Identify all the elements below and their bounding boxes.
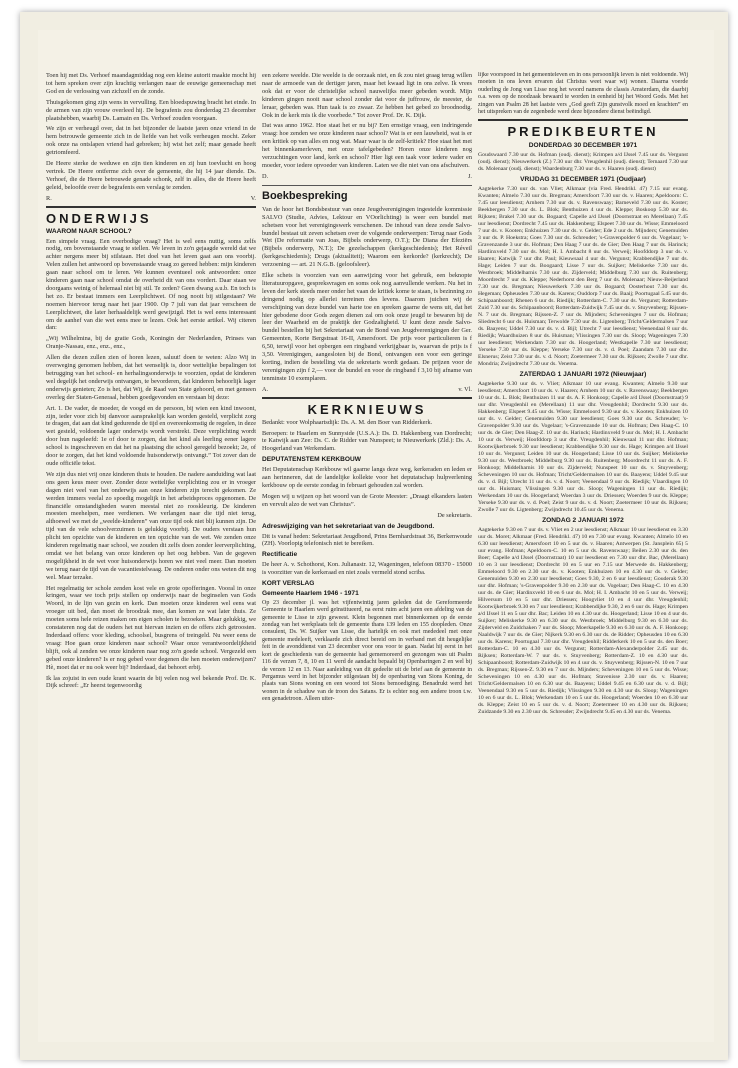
section-heading-boekbespreking: Boekbespreking: [262, 189, 348, 202]
section-divider: [262, 397, 472, 399]
signature-initial: V.: [250, 194, 256, 202]
review-paragraph: Elke schets is voorzien van een aanwijzing voor het gebruik, een beknopte literatuuropgave, gespreksvragen en soms ook nog aanvullende werken. Nu het in leven der kerk steeds meer onder het vaan de kritiek kome te staan, is bezinning zo dringend nodig op allerlei terreinen des levens. Daarom juichen wij de verschijning van deze bundel van harte toe en spreken gaarne de wens uit, dat het hier gebodene door Gods zegen dienen zal om ook onze jeugd te bewaren bij de leer der Waarheid en de praktijk der Godzaligheid. U kunt deze zesde Salvo-bundel bestellen bij het Sekretariaat van de Bond van Jeugdverenigingen der Ger. Gemeenten, Korte Bergstraat 16-II, Amersfoort. De prijs voor particulieren is f 6,50, terwijl voor het opbergen een ringband verkrijgbaar is, waarvan de prijs is f 3,50. Verenigingen, aangesloten bij de Bond, ontvangen een voor een geringe korting, indien de bestelling via de sekretaris wordt gedaan. De prijzen voor de verenigingen zijn f 2,— voor de bundel en voor de ringband f 3,10 bij afname van tenminste 10 exemplaren.: [262, 272, 472, 382]
section-divider: [262, 185, 472, 186]
quoted-text: „Wij Wilhelmina, bij de gratie Gods, Koningin der Nederlanden, Prinses van Oranje-Nassau, enz., enz., enz.,: [46, 335, 256, 351]
article-subheading: Rectificatie: [262, 551, 298, 559]
article-subheading: Adreswijziging van het sekretariaat van de Jeugdbond.: [262, 522, 435, 530]
signature-initial: D.: [262, 172, 269, 180]
schedule-date: ZONDAG 2 JANUARI 1972: [542, 517, 624, 525]
article-paragraph: lijke voorspoed in het gemeenteleven en in ons persoonlijk leven is niet voldoende. Wij moeten in ons leven ervaren dat Christus weet waar wij wonen. Daarna voerde ouderling de Jong van Lisse nog het woord namens de classis Amsterdam, die daarbij o.a. wees op de noodzaak bewaard te worden in eenheid bij het Woord Gods. Met het zingen van Psalm 28 het laatste vers „God geeft Zijn gunstvolk moed en krachten” en het uitspreken van de zegenbede werd deze bijzondere dienst beëindigd.: [478, 72, 688, 116]
bedankt-text: voor Wolphaartsdijk: Ds. A. M. den Boer van Ridderkerk.: [286, 418, 433, 426]
article-paragraph: Op 23 december jl. was het vijfentwintig jaren geleden dat de Gereformeerde Gemeente te Haarlem werd geïnstitueerd, na eerst ruim acht jaren een afdeling van de gemeente te Lisse te zijn geweest. Klein begonnen met binnenkomen op de eerste zondag van het werkplaats telt de gemeente thans 139 leden en 155 doopleden. Onze consulent, Ds. W. Suijker van Lisse, die hartelijk en ook met mededeel met onze gemeente medeleeft, verklaarde zich direct bereid om in verband met dit heugelijke feit in de avonddienst van 23 december voor ons voor te gaan. Nadat hij eerst in het kort de geschiedenis van de gemeente had gememoreerd en gezongen was uit Psalm 116 de verzen 7, 8, 10 en 11 werd de aandacht bepaald bij Openbaringen 2 en wel bij de verzen 12 en 13. Naar aanleiding van dit gedeelte uit de brief aan de gemeente in Pergamus werd in het bijzonder stilgestaan bij de openbaring van Sions Koning, de plaats van Sions woning en een woord tot Sions bemoediging. Benadrukt werd het wonen in de schaduw van de troon des Satans. Er is echter nog een andere troon t.w. een genadetroon. Alleen uiter-: [262, 599, 472, 703]
article-subheading: Gemeente Haarlem 1946 - 1971: [262, 589, 359, 597]
church-news-bedankt: [262, 419, 472, 427]
bedankt-label: Bedankt:: [262, 418, 285, 426]
article-subheading: DEPUTATENSTEM KERKBOUW: [262, 456, 362, 464]
column-right: [478, 72, 688, 1002]
article-paragraph: We zijn dus niet vrij onze kinderen thuis te houden. De nadere aanduiding wat laat ons geen keus meer over. Zonder deze wettelijke verplichting zou er in vroeger dagen niet veel van het onderwijs aan onze kinderen zijn terecht gekomen. Ze werden immers veelal zo spoedig mogelijk in het arbeidsproces opgenomen. De financiële omstandigheden waren meestal niet zo rooskleurig. De kinderen moesten meehelpen, mee verdienen. We verlangen naar die tijd niet terug, althoewel we met de „weelde-kinderen” van onze tijd ook niet blij kunnen zijn. De tijd van de vele schoolverzuimen is gelukkig voorbij. De ouders verstaan hun plicht ten opzichte van de kinderen en ten opzichte van de wet. We zenden onze kinderen regelmatig naar school, we zouden dit zelfs doen zonder leerverplichting, omdat we het belang van onze kinderen op het oog hebben. Van de gegeven mogelijkheid in de wet voor huisonderwijs horen we niet veel meer. Dan moeten we terug naar de tijd van de vacantiestelwaag. De onderen onder ons weten dit nog wel. Maar terzake.: [46, 470, 256, 581]
schedule-date: DONDERDAG 30 DECEMBER 1971: [528, 142, 638, 150]
church-news-beroepen: [262, 430, 472, 454]
article-paragraph: Allen die dezen zullen zien of horen lezen, saluut! doen te weten: Alzo Wij in overweging genomen hebben, dat het wenselijk is, door wettelijke bepalingen tot betrugging van het school- en herhalingsonderwijs te voorzien, opdat de kinderen wel degelijk het onderwijs ontvangen, te bevorderen, dat kinderen behoorlijk lager onderwijs genieten; Zo is het, dat Wij, de Raad van State gehoord, en met gemeen overleg der Staten-Generaal, hebben goedgevonden en verstaan bij deze:: [46, 354, 256, 401]
article-paragraph: Art. 1. De vader, de moeder, de voogd en de persoon, bij wien een kind inwoont, zijn, ieder voor zich bij danvoor aansprakelijk kan worden gesteld, verplicht zorg te dragen, dat aan dat kind gedurende de tijd en overeenkomstig de regelen, in deze wet gesteld, voldoende lager onderwijs wordt verstrekt. Deze verplichting wordt door hun nageleefd: 1e of door te zorgen, dat het kind als leerling eener lagere school is ingeschreven en dat het na plaatsing die school geregeld bezoekt; 2e, of door te zorgen, dat het kind voldoende huisonderwijs ontvangt.” Tot zover dan de oude officiële tekst.: [46, 404, 256, 467]
schedule-list: Aagtekerke 9.30 en 7 uur ds. v. Vliet en 2 uur leesdienst; Alkmaar 10 uur leesdienst en 3.30 uur ds. Moret; Alkmaar (Fred. Hendrikl. 47) 10 en 7.30 uur evang. Kwanten; Almelo 10 en 6.30 uur leesdienst; Amersfoort 10 en 5 uur ds. v. Haaren; Antwerpen (St. Jansplein 65) 5 uur evang. Hofman; Apeldoorn-C. 10 en 5 uur ds. Ravenswaay; Beilen 2.30 uur ds. den Boer; Capelle a/d IJssel (Doornstraat) 10 uur leesdienst en 7.30 uur dhr. Bac, (Merellaan) 10 en 3 uur leesdienst; Dordrecht 10 en 5 uur en 7.15 uur Merwede ds. Hakkenberg; Emmeloord 9.30 en 2.30 uur ds. v. Kooten; Enkhuizen 10 en 4.30 uur ds. v. Gelder; Genemuiden 9.30 en 2.30 uur leesdienst; Goes 9.30, 2 en 6 uur leesdienst; Gouderak 9.30 uur dhr. Hofman; 's-Gravenpolder 9.30 en 2.30 uur ds. Vogelaar; Den Haag-C. 10 en 4.30 uur ds. de Gier; Hardinxveld 10 en 6 uur ds. Mol; H. I. Ambacht 10 en 5 uur ds. Verweij; Hilversum 10 en 5 uur dhr. Driessen; Hoogvliet 10 en 4 uur dhr. Vreugdenhil; Kootwijkerbroek 9.30 en 7 uur leesdienst; Krabbendijke 9.30, 2 en 6 uur ds. Hage; Krimpen a/d IJssel 11 en 5 uur dhr. Bac; Leiden 10 en 4.30 uur ds. Hoogerland; Lisse 10 en 4 uur ds. Suijker; Meliskerke 9.30 en 6.30 uur ds. Westbroek; Middelburg 9.30 en 6.30 uur ds. Zijderveld en Zuidchaken 7 uur ds. Sloop; Moerkapelle 9.30 en 6.30 uur ds. A. F. Honkoop; Naaldwijk 7 uur ds. de Gier; Nijkerk 9.30 en 6.30 uur ds. de Ridder; Opheusden 10 en 6.30 uur ds. Karens; Poortugaal 7.30 uur dhr. Vreugdenhil; Ridderkerk 10 en 5 uur ds. den Boer; Rotterdam-C. 10 en 4.30 uur ds. Vergunst; Rotterdam-Alexanderpolder 2.45 uur ds. Rijksen; Rotterdam-W. 7 uur ds. v. Stuyvenberg; Rotterdam-Z. 10 en 4.30 uur ds. Schipaanboord; Rotterdam-Zuidwijk 10 en 4 uur ds. v. Stuyvenberg; Rijssen-N. 10 en 7 uur ds. Bregman; Rijssen-Z. 9.30 en 7 uur ds. Mijnders; Scheveningen 10 en 5 uur ds. Wisse; Scheveningen 10 en 4.30 uur ds. Hofman; Stavenisse 2.30 uur ds. v. Haaren; Tricht/Geldermalsen 10 en 6.30 uur ds. Baayens; Uddel 9.45 en 6.30 uur ds. v. d. Bijl; Veenendaal 9.30 en 5 uur ds. Riedijk; Vlissingen 9.30 en 4.30 uur ds. Sloop; Wageningen 10 en 6 uur ds. L. Blok; Werkendam 10 en 5 uur ds. Hoogerland; Woerden 10 en 6.30 uur ds. Kleppe; Zeist 10 en 5 uur ds. v. d. Noort; Zoetermeer 10 en 4.30 uur ds. Rijksen; Zuidzande 9.30 en 2.30 uur ds. Schreuder; Zwijndrecht 9.45 en 4.30 uur ds. Venema.: [478, 527, 688, 716]
article-paragraph: Dat was anno 1962. Hoe staat het er nu bij? Een ernstige vraag, een indringende vraag: hoe zenden we onze kinderen naar school? Wat is er een lauwheid, wat is er een kritiek op van alles en nog wat. Maar waar is de zelf-kritiek? Hoe staat het met het binnenkamerleven, met onze tafelgebeden? Horen onze kinderen nog verzuchtingen voor land, kerk en school? Hier ligt een taak voor iedere vader en moeder, voor iedere opvoeder van kinderen. Laten we die niet van ons afschuiven.: [262, 122, 472, 169]
review-paragraph: Van de hoor het Bondsbestuur van onze Jeugdverenigingen ingestelde kommissie SALVO (Studie, Advies, Lektour en VOorlichting) is weer een bundel met schetsen voor het verenigingswerk verschenen. De inhoud van deze zesde Salvo-bundel bestaat uit zeven schetsen over de volgende onderwerpen: Terug naar Gods Wet (De reformatie van Joas, Bijbels onderwerp, O.T.); De Diana der Efeziërs (Bijbels onderwerp, N.T.); De gezelschappen (kerkgeschiedenis); Het Réveil (kerkgeschiedenis); Drugs (aktualiteit); Waarom een kerkorde? (kerkrecht); De verzoening — art. 21 N.G.B. (geloofsleer).: [262, 205, 472, 269]
schedule-list: Goudswaard 7.30 uur ds. Hofman (oudj. dienst); Krimpen a/d IJssel 7.45 uur ds. Vergunst (oudj. dienst); Nieuwerkerk (Z.) 7.30 uur dhr. Vreugdenhil (oudj. dienst); Ternaard 7.30 uur ds. Molenaar (oudj. dienst); Waardenburg 7.30 uur ds. v. Haaren (oudj. dienst): [478, 152, 688, 173]
section-heading-onderwijs: ONDERWIJS: [46, 210, 152, 226]
signature-initial: v. Vl.: [458, 385, 472, 393]
obituary-signature: [46, 195, 256, 203]
article-paragraph: De heer A. v. Schothorst, Kon. Julianastr. 12, Wageningen, telefoon 08370 - 15000 is voorzitter van de kerkeraad en niet zoals vermeld stond scriba.: [262, 561, 472, 577]
obituary-paragraph: De Heere sterke de weduwe en zijn tien kinderen en zij hun toevlucht en hoog vertrek. De Heere ontferme zich over de gemeente, die hij 14 jaar diende. Ds. Verhoef, die de Heere betrouwde genade schonk, zelf in alles, die de Heere heeft geleid, beloofde over de begrafenis een verslag te zenden.: [46, 160, 256, 191]
section-divider: [478, 119, 688, 121]
schedule-list: Aagtekerke 9.30 uur ds. v. Vliet; Alkmaar 10 uur evang. Kwanten; Almelo 9.30 uur leesdienst; Amersfoort 10 uur ds. v. Haaren; Arnhem 10 uur ds. v. Ravenswaay; Beekbergen 10 uur ds. L. Blok; Benthuizen 11 uur ds. A. F. Honkoop; Capelle a/d IJssel (Doornstraat) 9 uur dhr. Vreugdenhil en (Merellaan) 11 uur dhr. Vreugdenhil; Dordrecht 9.30 uur ds. Hakkenberg; Elspeet 9.45 uur ds. Wisse; Emmeloord 9.30 uur ds. v. Kooten; Enkhuizen 10 uur ds. v. Gelder; Genemuiden 9.30 uur leesdienst; Goes 9.30 uur ds. Schreuder; 's-Gravenpolder 9.30 uur ds. Vogelaar; 's-Gravenzande 10 uur ds. Hofman; Den Haag-C. 10 uur ds. de Gier; Den Haag-Z. 10 uur ds. Harinck; Hardinxveld 9 uur ds. Mol; H. I. Ambacht 10 uur ds. Verweij; Hoofddorp 3 uur dhr. Vreugdenhil; Kieuwsaal 11 uur dhr. Hofman; Kootwijkerbroek 9.30 uur leesdienst; Krabbendijke 9.30 uur ds. Hage; Krimpen a/d IJssel 10 uur ds. Vergunst; Leiden 10 uur ds. Hoogerland; Lisse 10 uur ds. Suijker; Meliskerke 9.30 uur ds. Westbroek; Middelburg 9.30 uur ds. Ruitenberg; Moordrecht 11 uur ds. A. F. Honkoop; Middelharnis 10 uur ds. Zijderveld; Nunspeet 10 uur ds. v. Stuyvenberg; Scheveningen 10 uur ds. Hofman; Tricht/Geldermalsen 10 uur ds. Baayens; Uddel 9.45 uur ds. v. d. Bijl; Utrecht 11 uur ds. v. d. Noort; Veenendaal 9 uur ds. Riedijk; Vlaardingen 10 uur ds. Huisman; Vlissingen 9.30 uur ds. Sloop; Wageningen 11 uur ds. Riedijk; Werkendam 10 uur ds. Hoogerland; Woerdan 3 uur ds. Driessen; Woerden 9 uur ds. Kleppe; Yerseke 9.30 uur ds. v. d. Poel; Zeist 9 uur ds. v. d. Noort; Zoetermeer 10 uur ds. Rijksen; Zwolle 7 uur ds. Ligtenberg; Zwijndrecht 10.45 uur ds. Venema.: [478, 381, 688, 514]
article-paragraph: Het Deputatenschap Kerkbouw wil gaarne langs deze weg, kerkeraden en leden er aan herinneren, dat de landelijke kollekte voor het deputatschap hulpverlening kerkbouw op de eerste zondag in februari gehouden zal worden.: [262, 466, 472, 489]
section-divider: [46, 206, 256, 208]
signature-initial: R.: [46, 194, 52, 202]
column-middle: [262, 72, 472, 1002]
review-signature: [262, 386, 472, 394]
schedule-date: VRIJDAG 31 DECEMBER 1971 (Oudjaar): [520, 176, 646, 184]
article-subheading: KORT VERSLAG: [262, 580, 315, 588]
article-signature: [262, 173, 472, 181]
article-paragraph: Ik las zojuist in een oude krant waarin de bij velen nog wel bekende Prof. Dr. K. Dijk schreef: „Er heerst tegenwoordig: [46, 674, 256, 690]
article-paragraph: een zekere weelde. Die weelde is de oorzaak niet, en ik zou niet graag terug willen naar de armoede van de dertiger jaren, maar het kwaad ligt in ons zelve. Ik vrees ook dat er voor de christelijke school nauwelijks meer gebeden wordt. Mijn kinderen gingen nooit naar school zonder dat voor de juffrouw, de meester, de leraar, gebeden was. Hun taak is zo zwaar. Ze hebben het gebed zo broodnodig. Ook in de kerk mis ik die voorbede.” Tot zover Prof. Dr. K. Dijk.: [262, 72, 472, 119]
beroepen-label: Beroepen:: [262, 429, 288, 437]
section-heading-kerknieuws: KERKNIEUWS: [307, 401, 427, 417]
article-paragraph: Het regelmatig ter schole zenden kost vele en grote opofferingen. Vooral in onze kringen, waar we toch prijs stellen op onderwijs naar de beginselen van Gods Woord, in de lijn van gezin en kerk. Dan moeten onze kinderen wel eens wat vroeger uit bed, dan moet de broodzak mee, dan komen ze wat later thuis. Ze moeten soms hele reizen maken om eigen scholen te bezoeken. Maar gelukkig, we constateren nog dat de ouders het nut hiervan inzien en de offers zich getroosten. Inderdaad offers: voor kleding, schoolsel, busgrens of treingeld. Nu weer eens de vraag: Hoe gaan onze kinderen naar school? Waar onze verantwoordelijkheid blijft, ook al zenden we onze kinderen naar nog zo'n goede school. Vergezeld een gebed onze kinderen? Is er nog gebed voor degenen die hen moeten onderwijzen? Hè, moet dat er nu ook weer bij? Inderdaad, dat behoort erbij.: [46, 584, 256, 671]
signature-initial: A.: [262, 385, 269, 393]
obituary-paragraph: We zijn er verheugd over, dat in het bijzonder de laatste jaren onze vriend in de hem betrouwde gemeente zich in de liefde van het volk verheugen mocht. Zeker ook onze na ontslapen vriend had gebreken; hij wist het zelf; maar genade heeft getriomfeerd.: [46, 125, 256, 157]
article-signature: De sekretaris.: [437, 511, 472, 519]
obituary-paragraph: Thuisgekomen ging zijn wens in vervulling. Een bloedspuwing bracht het einde. In de armen van zijn vrouw overleed hij. De begrafenis zou donderdag 23 december plaatshebben, waarbij Ds. Lamain en Ds. Verhoef zouden voorgaan.: [46, 98, 256, 122]
schedule-list: Aagtekerke 7.30 uur ds. van Vliet; Alkmaar (via Fred. Hendrikl. 47) 7.15 uur evang. Kwanten; Almelo 7.30 uur ds. Bregman; Amersfoort 7.30 uur ds. v. Haaren; Apeldoorn: C. 7.45 uur leesdienst; Arnhem 7.30 uur ds. v. Ravenswaay; Barneveld 7.30 uur ds. Koster; Beekbergen 7.30 uur ds. L. Blok; Benthuizen 4 uur ds. Kleppe; Boskoop 5.30 uur ds. Rijksen; Brakel 7.30 uur ds. Bogaard; Capelle a/d IJssel (Doornstraat en Merellaan) 7.45 uur leesdienst; Dordrecht 7.45 uur ds. Hakkenberg; Elspeet 7.30 uur ds. Wisse; Emmeloord 7 uur ds. v. Kooten; Enkhuizen 7.30 uur ds. v. Gelder; Ede 2 uur ds. Mijnders; Genemuiden 3 uur ds. P. Hoekstra; Goes 7.30 uur ds. Schreuder; 's-Gravenpolder 6 uur ds. Vogelaar; 's-Gravenzande 3 uur ds. Hofman; Den Haag 7 uur ds. de Gier; Den Haag 7 uur ds. Harinck; Hardinxveld 7.30 uur ds. Mol; H. I. Ambacht 8 uur ds. Verweij; Hoofddorp 3 uur ds. v. Haaren; Katwijk 7 uur dhr. Paul; Kieuwsaal 4 uur ds. Vergunst; Krabbendijke 7 uur ds. Hage; Leiden 7 uur ds. Boogaard; Lisse 7 uur ds. Suijker; Meliskerke 7.30 uur ds. Westbroek; Middelharnis 7.30 uur ds. Zijderveld; Middelburg 7.30 uur ds. Ruitenberg; Moordrecht 7 uur ds. Kleppe; Nederhorst den Berg 7 uur ds. Molenaar; Nieuw-Beijerland 7.30 uur ds. Bregman; Nieuwerkerk 7.30 uur ds. Bogaard; Oosterhout 7.30 uur ds. Hegeman; Opheusden 7.30 uur ds. Karens; Ouddorp 7 uur ds. Baaij; Poortugaal 5.45 uur ds. Schipaanboord; Rhenen 6 uur ds. Riedijk; Rotterdam-C. 7.30 uur ds. Vergunst; Rotterdam-Zuid 7.30 uur ds. Schipaanboord; Rotterdam-Zuidwijk 7.45 uur ds. v. Stuyvenberg; Rijssen-N. 7 uur ds. Bregman; Rijssen-Z. 7 uur ds. Mijnders; Scheveningen 7 uur ds. Hofman; Sliedrecht 6 uur ds. Huisman; Terwolde 7.30 uur ds. Ligtenberg; Tricht/Geldermalsen 7 uur ds. Baayens; Uddel 7.30 uur ds. v. d. Bijl; Utrecht 7 uur leesdienst; Veenendaal 8 uur ds. Riedijk; Waardhuizen 8 uur ds. Huisman; Vlissingen 7.30 uur ds. Sloop; Wageningen 7.30 uur leesdienst; Werkendam 7.30 uur ds. Hoogerland; Westkapelle 7.30 uur leesdienst; Yerseke 7.30 uur ds. Kleppe; Yerseke 7.30 uur ds. v. d. Poel; Zaandam 7.30 uur dhr. Elsnerus; Zeist 7.30 uur ds. v. d. Noort; Zoetermeer 7.30 uur ds. Rijksen; Zwolle 7 uur dhr. Mondria; Zwijndrecht 7.30 uur ds. Venema.: [478, 186, 688, 368]
section-heading-predikbeurten: PREDIKBEURTEN: [507, 124, 659, 140]
schedule-date: ZATERDAG 1 JANUARI 1972 (Nieuwjaar): [519, 371, 647, 379]
article-paragraph: Dit is vanaf heden: Sekretariaat Jeugdbond, Prins Bernhardstraat 36, Berkenwoude (ZH). Voorlopig telefonisch niet te bereiken.: [262, 532, 472, 548]
column-left: [46, 72, 256, 1002]
article-paragraph: Mogen wij u wijzen op het woord van de Grote Meester: „Draagt elkanders lasten en vervult alzo de wet van Christus”.: [262, 492, 472, 508]
beroepen-text: te Haarlem en Sunnyside (U.S.A.): Ds. D. Hakkenberg van Dordrecht; te Katwijk aan Zee: Ds. C. de Ridder van Nunspeet; te Nieuwerkerk (Zld.): Ds. A. Hoogerland van Werkendam.: [262, 429, 472, 453]
article-subheading: WAAROM NAAR SCHOOL?: [46, 227, 132, 235]
obituary-paragraph: Toen hij met Ds. Verhoef maandagmiddag nog een kleine autorit maakte mocht hij tot hem spreken over zijn krachtig verlangen naar de eeuwige gemeenschap met God en de verlossing van zichzelf en de zonde.: [46, 72, 256, 95]
signature-initial: J.: [467, 172, 472, 180]
article-paragraph: Een simpele vraag. Een overbodige vraag? Het is wel eens nuttig, soms zelfs nodig, om bovenstaande vraag te stellen. We leven in zo'n gejaagde wereld dat we achter nergens meer bij stilstaan. Het doel van het leven gaat aan ons voorbij. Velen zullen het antwoord op bovenstaande vraag zo gereed hebben: mijn kinderen gaan naar school om te leren. We kunnen eventueel ook antwoorden: onze kinderen gaan naar school omdat de overheid dit van ons vordert. Daar staan we doorgaans weinig of helemaal niet bij stil. Te zeden? Geen dwang a.u.b. En toch is het zo. Er bestaat immers een Leerplichtwet. Of nog nooit bij stilgestaan? We noemen hiervoor terug naar het jaar 1900. Op 7 juli van dat jaar verscheen de Leerplichtwet, die later herhaaldelijk werd gewijzigd. Het is wel eens interessant om de aanhef van die wet eens mee te lezen. Ook het eerste artikel. Wij citeren dan:: [46, 237, 256, 332]
